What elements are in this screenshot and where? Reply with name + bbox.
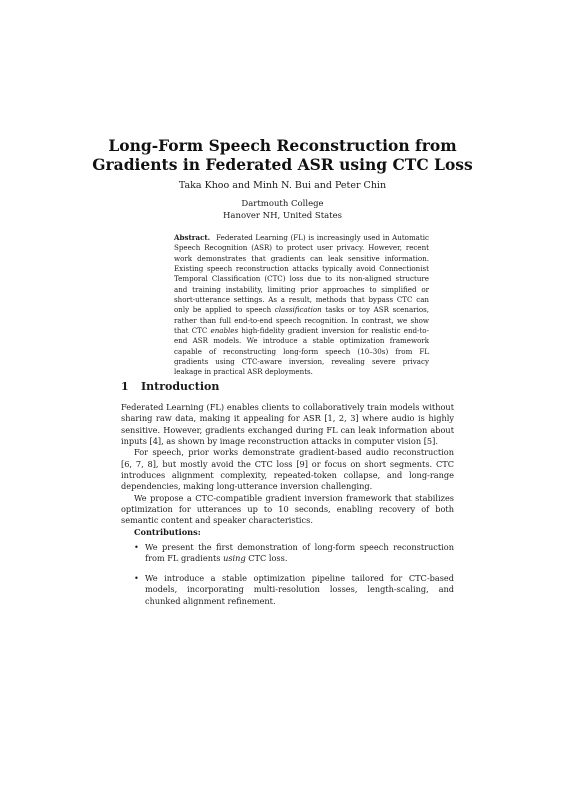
affiliation-line-2: Hanover NH, United States — [223, 211, 342, 221]
bullet-1-italic: using — [223, 553, 246, 564]
bullet-marker: • — [134, 572, 139, 583]
title-line-1: Long-Form Speech Reconstruction from — [108, 136, 457, 155]
contribution-item — [121, 573, 454, 607]
title-line-2: Gradients in Federated ASR using CTC Loss — [92, 155, 473, 174]
abstract-text-2: tasks or toy ASR scenarios, rather than full end-to-end speech recognition. In contrast, we show that CTC — [174, 305, 429, 336]
intro-paragraph-2: For speech, prior works demonstrate gradient-based audio reconstruction [6, 7, 8], but mostly avoid the CTC loss [9] or focus on short segments. CTC introduces alignment complexity, repeated-token collapse, and long-range dependencies, making long-utterance inversion challenging. — [121, 447, 454, 492]
abstract-italic-1: classification — [274, 305, 322, 315]
author-list: Taka Khoo and Minh N. Bui and Peter Chin — [178, 180, 387, 191]
bullet-2-text: We introduce a stable optimization pipeline tailored for CTC-based models, incorporating multi-resolution losses, length-scaling, and chunked alignment refinement. — [145, 572, 454, 606]
abstract-label: Abstract. — [174, 233, 211, 242]
affiliation-line-1: Dartmouth College — [241, 199, 324, 209]
affiliation — [0, 198, 565, 222]
bullet-1-text-2: CTC loss. — [245, 553, 288, 564]
section-title: Introduction — [141, 380, 220, 393]
introduction-body — [121, 402, 454, 615]
bullet-marker: • — [134, 542, 139, 553]
section-heading-introduction — [121, 380, 219, 394]
contribution-item — [121, 542, 454, 565]
paper-title — [0, 136, 565, 174]
contributions-list — [121, 542, 454, 607]
bullet-1-text-1: We present the first demonstration of long-form speech reconstruction from FL gradients — [145, 542, 454, 564]
intro-paragraph-3: We propose a CTC-compatible gradient inversion framework that stabilizes optimization for utterances up to 10 seconds, enabling recovery of both semantic content and speaker characteristics. — [121, 492, 454, 526]
contributions-heading: Contributions: — [134, 526, 201, 537]
abstract — [174, 233, 429, 378]
abstract-text-3: high-fidelity gradient inversion for realistic end-to-end ASR models. We introduce a stable optimization framework capable of reconstructing long-form speech (10–30s) from FL gradients using CTC-aware inversion, revealing severe privacy leakage in practical ASR deployments. — [174, 326, 429, 377]
abstract-text-1: Federated Learning (FL) is increasingly used in Automatic Speech Recognition (ASR) to protect user privacy. However, recent work demonstrates that gradients can leak sensitive information. Existing speech reconstruction attacks typically avoid Connectionist Temporal Classification (CTC) loss due to its non-aligned structure and training instability, limiting prior approaches to simplified or short-utterance settings. As a result, methods that bypass CTC can only be applied to speech — [174, 233, 429, 315]
abstract-italic-2: enables — [210, 326, 239, 336]
intro-paragraph-1: Federated Learning (FL) enables clients to collaboratively train models without sharing raw data, making it appealing for ASR [1, 2, 3] where audio is highly sensitive. However, gradients exchanged during FL can leak information about inputs [4], as shown by image reconstruction attacks in computer vision [5]. — [121, 402, 454, 447]
section-number: 1 — [121, 380, 129, 393]
